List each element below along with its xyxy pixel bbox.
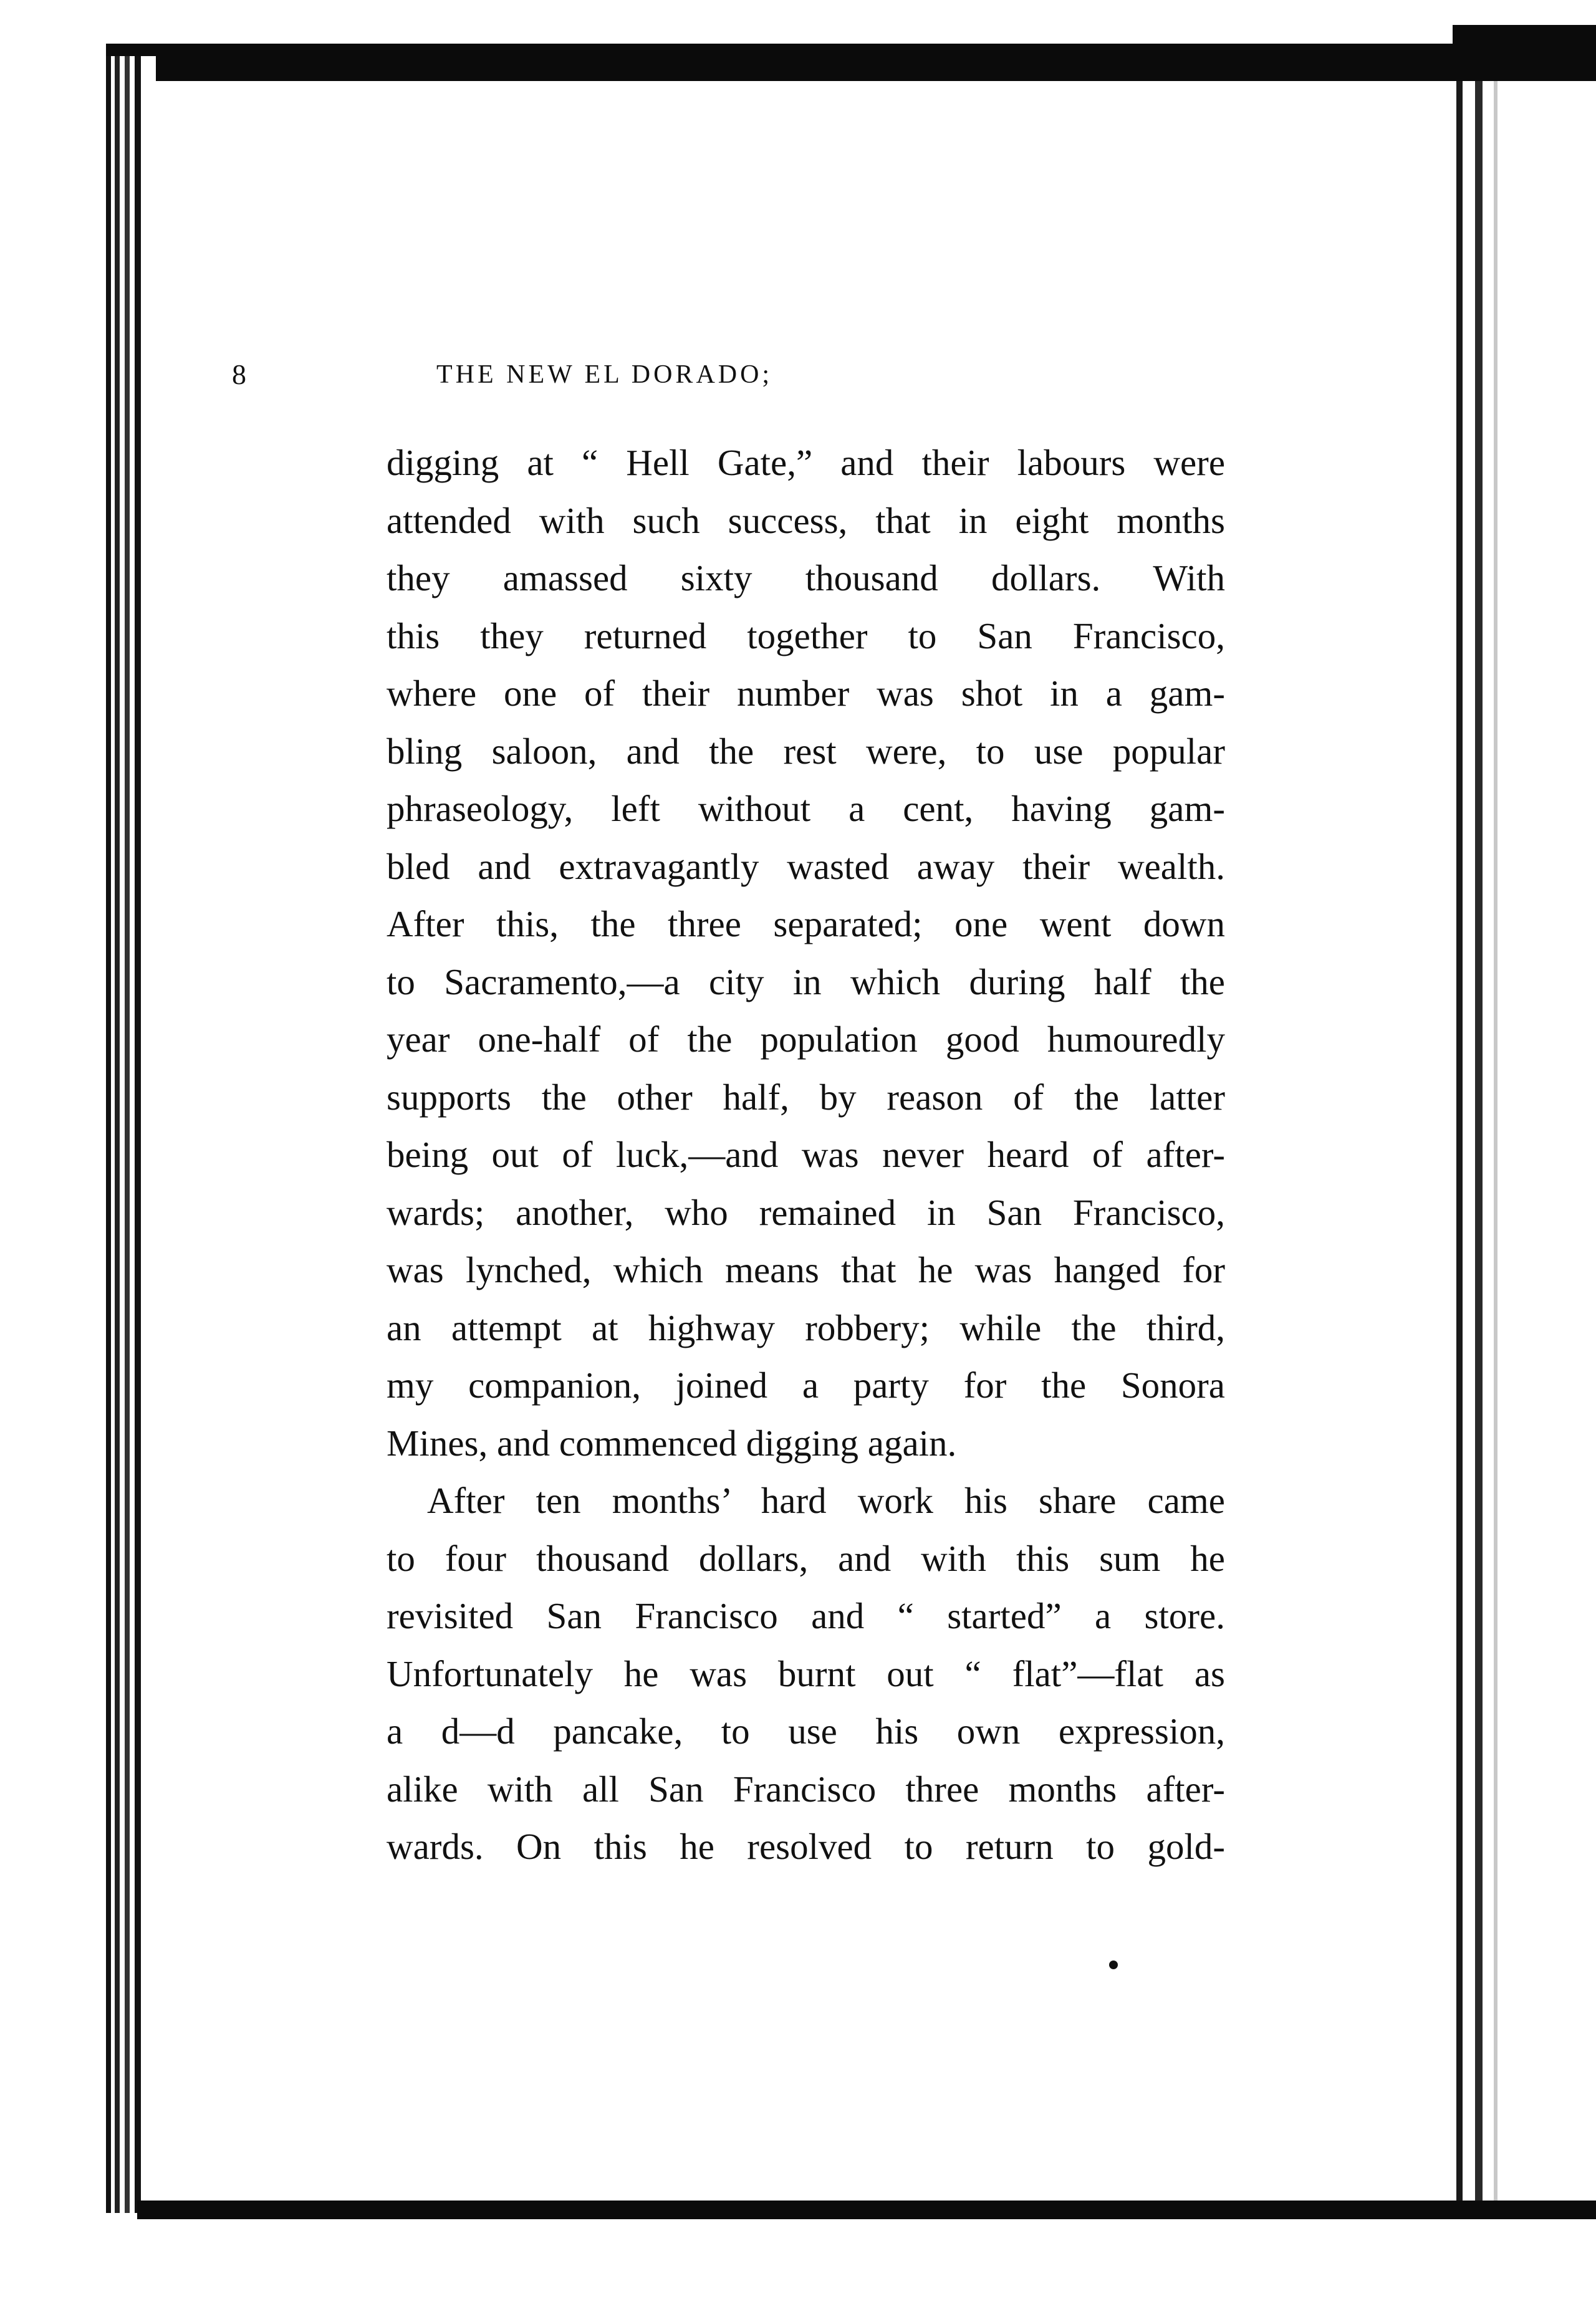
text-line: this they returned together to San Francisco, [387, 615, 1225, 656]
running-title: THE NEW EL DORADO; [436, 360, 773, 389]
page-header [232, 353, 1217, 396]
scanner-background-top-right [1453, 25, 1596, 87]
text-line: phraseology, left without a cent, having gam- [387, 788, 1225, 829]
text-line: to Sacramento,—a city in which during half the [387, 961, 1225, 1002]
text-line: alike with all San Francisco three months after- [387, 1768, 1225, 1810]
text-line: wards; another, who remained in San Francisco, [387, 1191, 1225, 1233]
text-line: my companion, joined a party for the Sonora [387, 1365, 1225, 1406]
text-line: attended with such success, that in eight months [387, 499, 1225, 541]
scanner-background-bottom [137, 2201, 1596, 2219]
body-text [387, 434, 1225, 1876]
text-line: a d—d pancake, to use his own expression, [387, 1711, 1225, 1752]
ink-speck [1109, 1961, 1118, 1969]
text-line: year one-half of the population good humouredly [387, 1019, 1225, 1060]
text-line: was lynched, which means that he was hanged for [387, 1249, 1225, 1290]
scanner-background-top [106, 44, 1596, 81]
paragraph-1 [387, 434, 1225, 1472]
page-number: 8 [232, 358, 246, 390]
text-line: After ten months’ hard work his share came [427, 1480, 1225, 1521]
text-line: bling saloon, and the rest were, to use popular [387, 730, 1225, 772]
text-line: bled and extravagantly wasted away their wealth. [387, 845, 1225, 887]
text-line: revisited San Francisco and “ started” a store. [387, 1595, 1225, 1636]
facing-page-edge [1494, 81, 1596, 2213]
text-line: Mines, and commenced digging again. [387, 1422, 957, 1464]
text-line: they amassed sixty thousand dollars. With [387, 557, 1225, 598]
text-line: an attempt at highway robbery; while the third, [387, 1307, 1225, 1348]
book-left-edge [106, 56, 156, 2213]
text-line: where one of their number was shot in a gam- [387, 673, 1225, 714]
text-line: to four thousand dollars, and with this sum he [387, 1537, 1225, 1579]
text-line: supports the other half, by reason of the latter [387, 1076, 1225, 1118]
text-line: After this, the three separated; one went down [387, 903, 1225, 944]
text-line: digging at “ Hell Gate,” and their labours were [387, 442, 1225, 483]
text-line: Unfortunately he was burnt out “ flat”—flat as [387, 1653, 1225, 1694]
text-line: wards. On this he resolved to return to gold- [387, 1826, 1225, 1867]
book-gutter [1456, 81, 1494, 2213]
paragraph-2 [387, 1472, 1225, 1876]
text-line: being out of luck,—and was never heard of after- [387, 1134, 1225, 1175]
